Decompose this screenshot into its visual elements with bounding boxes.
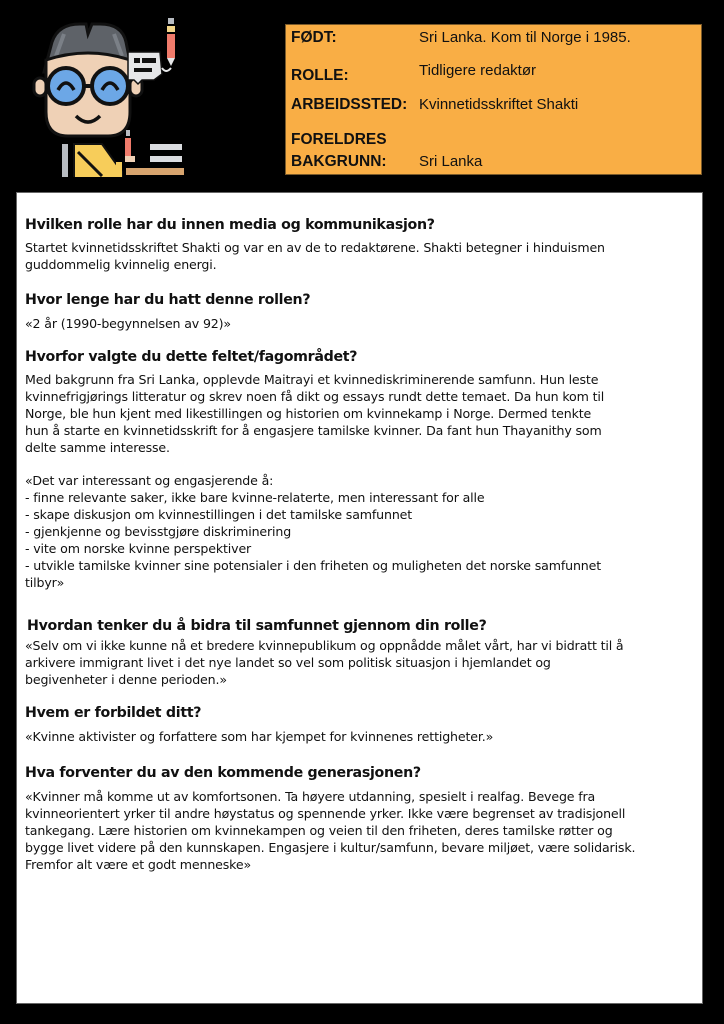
profile-info-box — [285, 24, 702, 175]
role-label: ROLLE: — [291, 67, 349, 84]
avatar-illustration — [30, 12, 190, 177]
question-why-field: Hvorfor valgte du dette feltet/fagområdet? — [25, 349, 358, 365]
answer-duration: «2 år (1990-begynnelsen av 92)» — [25, 316, 231, 331]
born-value: Sri Lanka. Kom til Norge i 1985. — [419, 29, 631, 46]
answer-why-field: Med bakgrunn fra Sri Lanka, opplevde Maitrayi et kvinnediskriminerende samfunn. Hun leste kvinnefrigjørings litteratur og skrev noen få dikt og essays rundt dette temaet. Da hun kom til Norge, ble hun kjent med likestillingen og historien om kvinnekamp i Norge. Dermed tenkte hun å starte en kvinnetidsskrift for å engasjere tamilske kvinner. Da fant hun Thayanithy som delte samme interesse. — [25, 372, 605, 455]
editor-avatar-icon — [30, 12, 190, 177]
question-duration: Hvor lenge har du hatt denne rollen? — [25, 292, 311, 308]
workplace-label: ARBEIDSSTED: — [291, 96, 408, 113]
born-label: FØDT: — [291, 29, 337, 46]
role-value: Tidligere redaktør — [419, 62, 536, 79]
interview-panel — [16, 192, 703, 1004]
question-role-model: Hvem er forbildet ditt? — [25, 705, 202, 721]
question-contribution: Hvordan tenker du å bidra til samfunnet gjennom din rolle? — [27, 618, 487, 634]
parents-background-label-line2: BAKGRUNN: — [291, 153, 387, 170]
answer-why-field-quote: «Det var interessant og engasjerende å: - finne relevante saker, ikke bare kvinne-relaterte, men interessant for alle - skape diskusjon om kvinnestillingen i det tamilske samfunnet - gjenkjenne og bevisstgjøre diskriminering - vite om norske kvinne perspektiver - utvikle tamilske kvinner sine potensialer i den friheten og muligheten det norske samfunnet tilbyr» — [25, 473, 601, 590]
answer-role-model: «Kvinne aktivister og forfattere som har kjempet for kvinnenes rettigheter.» — [25, 729, 494, 744]
question-next-generation: Hva forventer du av den kommende generasjonen? — [25, 765, 421, 781]
workplace-value: Kvinnetidsskriftet Shakti — [419, 96, 579, 113]
answer-media-role: Startet kvinnetidsskriftet Shakti og var en av de to redaktørene. Shakti betegner i hinduismen guddommelig kvinnelig energi. — [25, 240, 605, 272]
parents-background-label-line1: FORELDRES — [291, 131, 387, 148]
answer-contribution: «Selv om vi ikke kunne nå et bredere kvinnepublikum og oppnådde målet vårt, har vi bidratt til å arkivere immigrant livet i det nye landet so vel som politisk situasjon i hjemlandet og begivenheter i denne perioden.» — [25, 638, 624, 687]
question-media-role: Hvilken rolle har du innen media og kommunikasjon? — [25, 217, 435, 233]
answer-next-generation: «Kvinner må komme ut av komfortsonen. Ta høyere utdanning, spesielt i realfag. Bevege fra kvinneorientert yrker til andre høystatus og spennende yrker. Ikke være begrenset av tradisjonell tankegang. Lære historien om kvinnekampen og veien til den friheten, deres tamilske røtter og bygge livet videre på den kunnskapen. Engasjere i kultur/samfunn, bevare miljøet, være solidarisk. Fremfor alt være et godt menneske» — [25, 789, 636, 872]
parents-background-value: Sri Lanka — [419, 153, 483, 170]
